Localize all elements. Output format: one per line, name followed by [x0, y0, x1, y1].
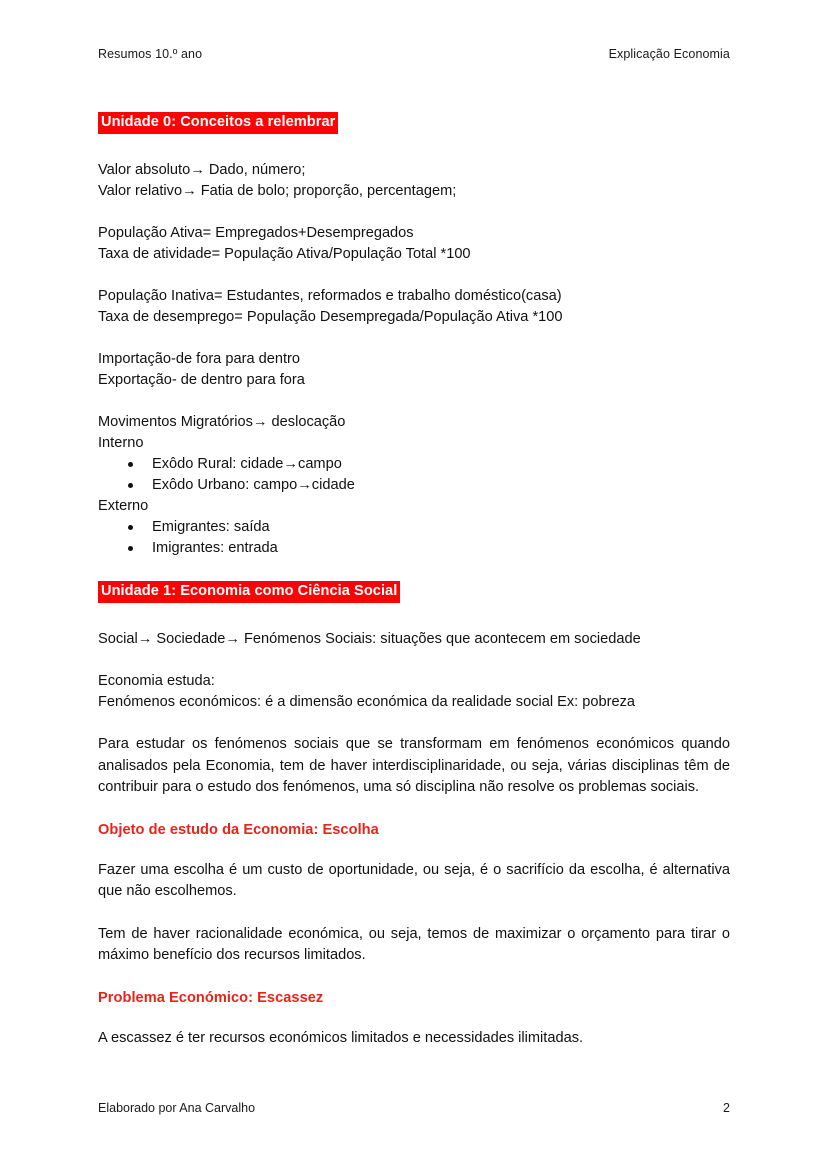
valor-relativo-line: Valor relativo→ Fatia de bolo; proporção, percentagem;	[98, 183, 457, 199]
taxa-desemprego-line: Taxa de desemprego= População Desempregada/População Ativa *100	[98, 309, 563, 325]
header-left-text: Resumos 10.º ano	[98, 47, 203, 61]
movimentos-migratorios-line: Movimentos Migratórios→ deslocação	[98, 414, 346, 430]
interno-label: Interno	[98, 435, 144, 451]
unit-1-heading: Unidade 1: Economia como Ciência Social	[98, 581, 400, 603]
fenomenos-economicos-line: Fenómenos económicos: é a dimensão económica da realidade social Ex: pobreza	[98, 694, 636, 710]
bullet-dot-icon	[128, 483, 133, 488]
page-footer	[98, 1101, 730, 1115]
footer-author: Elaborado por Ana Carvalho	[98, 1101, 256, 1115]
paragraph-interdisciplinaridade: Para estudar os fenómenos sociais que se transformam em fenómenos económicos quando analisados pela Economia, tem de haver interdisciplinaridade, ou seja, várias disciplinas têm de contribuir para o estudo dos fenómenos, uma só disciplina não resolve os problemas sociais.	[98, 736, 730, 795]
unit-1-heading-block	[98, 581, 730, 603]
importacao-line: Importação-de fora para dentro	[98, 351, 300, 367]
paragraph-escolha: Fazer uma escolha é um custo de oportunidade, ou seja, é o sacrifício da escolha, é alternativa que não escolhemos.	[98, 861, 730, 899]
social-sociedade-line: Social→ Sociedade→ Fenómenos Sociais: situações que acontecem em sociedade	[98, 631, 641, 647]
subheading-problema-economico: Problema Económico: Escassez	[98, 989, 324, 1006]
page-header	[98, 47, 730, 61]
list-item-label: Emigrantes: saída	[152, 519, 270, 535]
list-item-label: Imigrantes: entrada	[152, 540, 278, 556]
paragraph-escassez: A escassez é ter recursos económicos limitados e necessidades ilimitadas.	[98, 1029, 584, 1046]
populacao-inativa-line: População Inativa= Estudantes, reformados e trabalho doméstico(casa)	[98, 288, 562, 304]
valor-absoluto-line: Valor absoluto→ Dado, número;	[98, 162, 306, 178]
list-item-label: Exôdo Urbano: campo→cidade	[152, 477, 355, 493]
bullet-dot-icon	[128, 525, 133, 530]
paragraph-racionalidade: Tem de haver racionalidade económica, ou seja, temos de maximizar o orçamento para tirar o máximo benefício dos recursos limitados.	[98, 925, 730, 963]
list-item	[98, 454, 730, 475]
document-content	[98, 112, 730, 1049]
economia-estuda-label: Economia estuda:	[98, 673, 215, 689]
list-item	[98, 475, 730, 496]
populacao-ativa-line: População Ativa= Empregados+Desempregados	[98, 225, 414, 241]
bullet-dot-icon	[128, 546, 133, 551]
list-item-label: Exôdo Rural: cidade→campo	[152, 456, 342, 472]
footer-page-number: 2	[723, 1101, 730, 1115]
list-item	[98, 517, 730, 538]
unit-0-heading: Unidade 0: Conceitos a relembrar	[98, 112, 338, 134]
externo-list	[98, 517, 730, 559]
list-item	[98, 538, 730, 559]
externo-label: Externo	[98, 498, 149, 514]
bullet-dot-icon	[128, 462, 133, 467]
subheading-objeto-estudo: Objeto de estudo da Economia: Escolha	[98, 821, 379, 838]
unit-0-heading-block	[98, 112, 730, 134]
taxa-atividade-line: Taxa de atividade= População Ativa/População Total *100	[98, 246, 471, 262]
exportacao-line: Exportação- de dentro para fora	[98, 372, 305, 388]
header-right-text: Explicação Economia	[608, 47, 730, 61]
interno-list	[98, 454, 730, 496]
